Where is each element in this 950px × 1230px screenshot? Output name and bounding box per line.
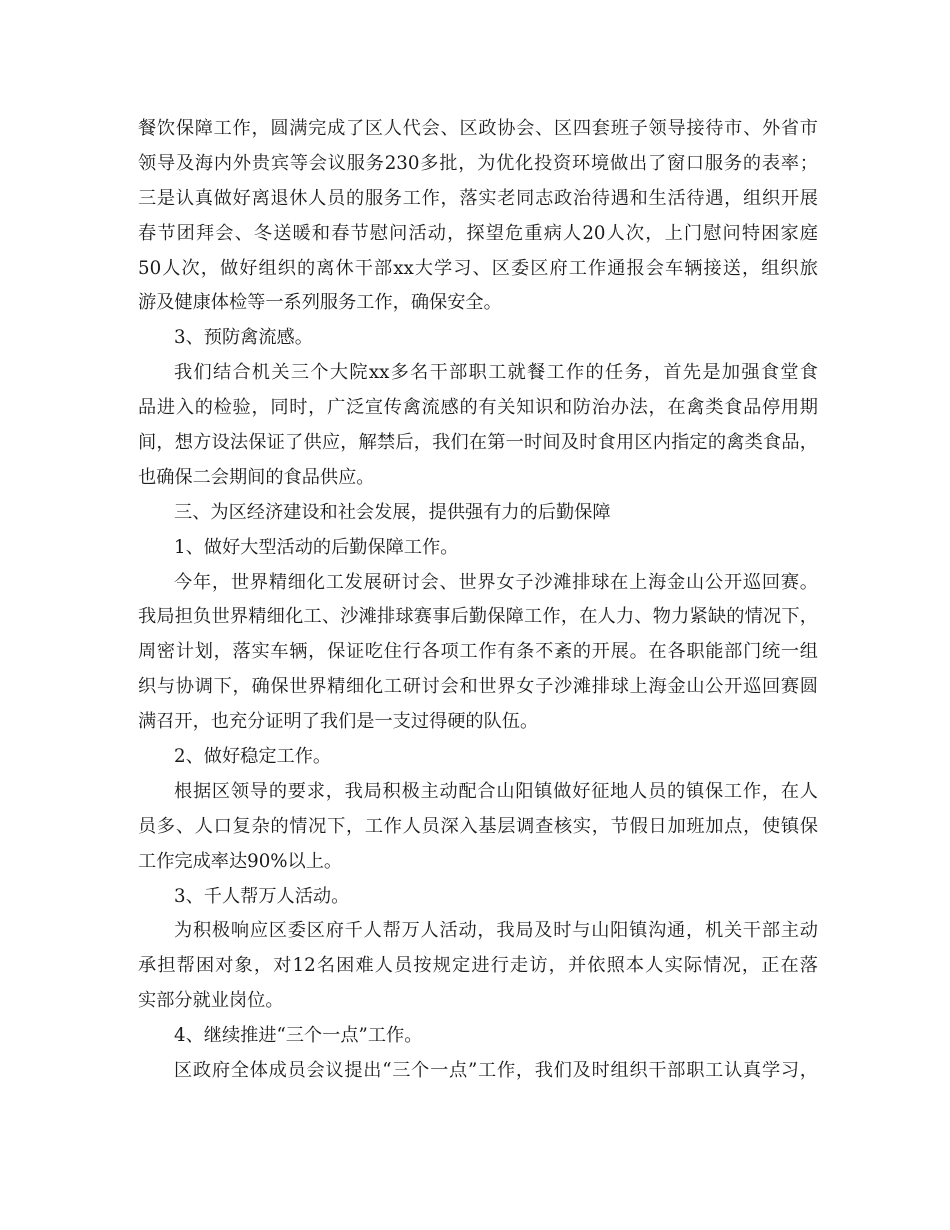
text-line: 也确保二会期间的食品供应。 xyxy=(138,466,375,488)
text-line: 工作完成率达90%以上。 xyxy=(138,850,343,872)
text-line: 员多、人口复杂的情况下，工作人员深入基层调查核实，节假日加班加点，使镇保 xyxy=(138,815,818,837)
text-line: 今年，世界精细化工发展研讨会、世界女子沙滩排球在上海金山公开巡回赛。 xyxy=(174,571,818,593)
text-line: 承担帮困对象，对12名困难人员按规定进行走访，并依照本人实际情况，正在落 xyxy=(138,955,818,977)
text-line: 3、预防禽流感。 xyxy=(174,327,313,349)
text-line: 根据区领导的要求，我局积极主动配合山阳镇做好征地人员的镇保工作，在人 xyxy=(174,780,818,802)
text-line: 三、为区经济建设和社会发展，提供强有力的后勤保障 xyxy=(174,501,611,523)
text-line: 间，想方设法保证了供应，解禁后，我们在第一时间及时食用区内指定的禽类食品， xyxy=(138,432,818,454)
text-line: 餐饮保障工作，圆满完成了区人代会、区政协会、区四套班子领导接待市、外省市 xyxy=(138,118,818,139)
text-line: 区政府全体成员会议提出“三个一点”工作，我们及时组织干部职工认真学习， xyxy=(174,1060,818,1082)
text-line: 织与协调下，确保世界精细化工研讨会和世界女子沙滩排球上海金山公开巡回赛圆 xyxy=(138,676,818,698)
text-line: 领导及海内外贵宾等会议服务230多批，为优化投资环境做出了窗口服务的表率； xyxy=(138,152,818,174)
text-line: 品进入的检验，同时，广泛宣传禽流感的有关知识和防治办法，在禽类食品停用期 xyxy=(138,397,818,419)
text-line: 为积极响应区委区府千人帮万人活动，我局及时与山阳镇沟通，机关干部主动 xyxy=(174,920,818,942)
text-line: 4、继续推进“三个一点”工作。 xyxy=(174,1025,423,1047)
text-line: 我局担负世界精细化工、沙滩排球赛事后勤保障工作，在人力、物力紧缺的情况下， xyxy=(138,606,818,628)
text-line: 3、千人帮万人活动。 xyxy=(174,885,350,907)
text-line: 50人次，做好组织的离休干部xx大学习、区委区府工作通报会车辆接送，组织旅 xyxy=(138,257,818,279)
text-line: 三是认真做好离退休人员的服务工作，落实老同志政治待遇和生活待遇，组织开展 xyxy=(138,187,818,209)
text-line: 2、做好稳定工作。 xyxy=(174,746,332,768)
text-line: 1、做好大型活动的后勤保障工作。 xyxy=(174,536,459,558)
text-line: 实部分就业岗位。 xyxy=(138,990,284,1012)
text-line: 我们结合机关三个大院xx多名干部职工就餐工作的任务，首先是加强食堂食 xyxy=(174,362,818,384)
document-body xyxy=(138,112,818,1089)
text-line: 周密计划，落实车辆，保证吃住行各项工作有条不紊的开展。在各职能部门统一组 xyxy=(138,641,818,663)
text-line: 满召开，也充分证明了我们是一支过得硬的队伍。 xyxy=(138,711,539,733)
text-line: 游及健康体检等一系列服务工作，确保安全。 xyxy=(138,292,502,314)
text-line: 春节团拜会、冬送暖和春节慰问活动，探望危重病人20人次，上门慰问特困家庭 xyxy=(138,222,818,244)
